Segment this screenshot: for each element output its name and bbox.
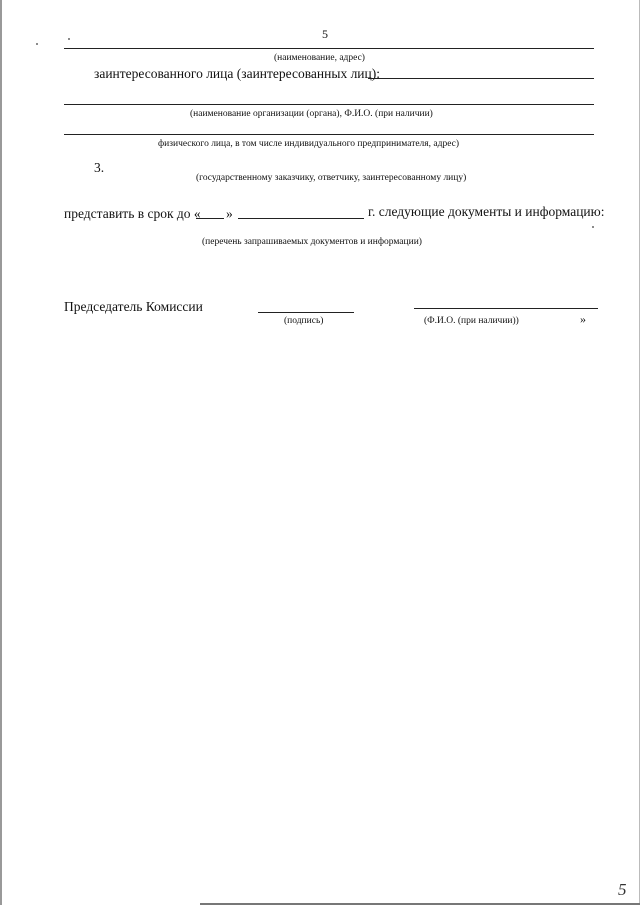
blank-line-org-name xyxy=(64,104,594,105)
blank-month xyxy=(238,218,364,219)
blank-day xyxy=(196,218,224,219)
scan-speck xyxy=(592,226,594,228)
blank-line-interested-party xyxy=(368,78,594,79)
handwritten-page-mark: 5 xyxy=(618,880,627,899)
caption-org-name: (наименование организации (органа), Ф.И.О. (при наличии) xyxy=(190,109,433,119)
caption-docs-list: (перечень запрашиваемых документов и информации) xyxy=(202,237,422,247)
blank-line-individual xyxy=(64,134,594,135)
chairman-label: Председатель Комиссии xyxy=(64,299,203,314)
caption-recipient: (государственному заказчику, ответчику, заинтересованному лицу) xyxy=(196,173,467,183)
scan-left-edge xyxy=(0,0,2,905)
caption-fio: (Ф.И.О. (при наличии)) xyxy=(424,316,519,326)
submit-suffix: г. следующие документы и информацию: xyxy=(368,204,605,219)
blank-line-name-address xyxy=(64,48,594,49)
submit-prefix: представить в срок до « xyxy=(64,206,201,221)
interested-party-label: заинтересованного лица (заинтересованных лиц): xyxy=(94,66,380,81)
scan-speck xyxy=(36,43,38,45)
page-number: 5 xyxy=(322,27,328,41)
submit-mid: » xyxy=(226,206,233,221)
blank-fio xyxy=(414,308,598,309)
scan-speck xyxy=(68,38,70,40)
blank-signature xyxy=(258,312,354,313)
caption-individual: физического лица, в том числе индивидуального предпринимателя, адрес) xyxy=(158,139,460,149)
item-number: 3. xyxy=(94,160,105,175)
closing-quote: » xyxy=(580,312,586,326)
caption-name-address: (наименование, адрес) xyxy=(274,53,365,63)
caption-signature: (подпись) xyxy=(284,316,324,326)
